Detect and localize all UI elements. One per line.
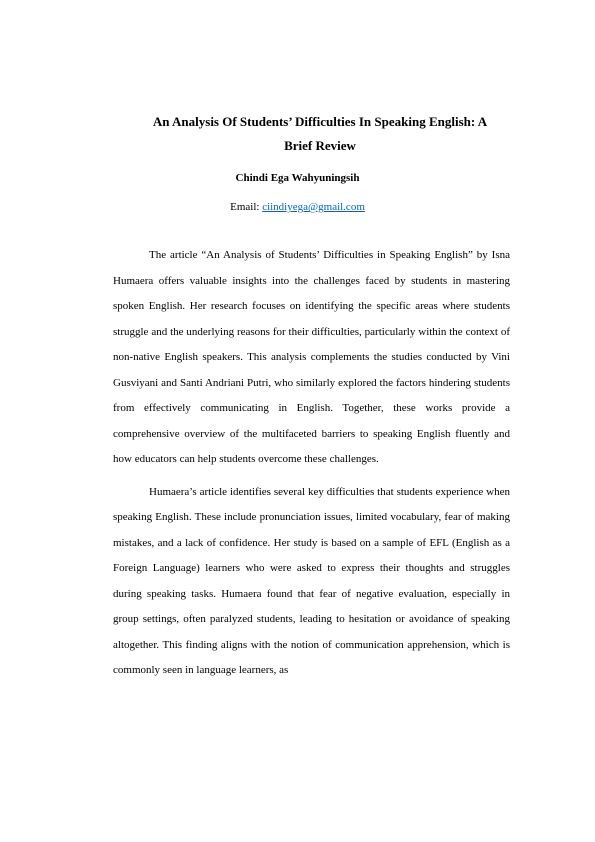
email-line xyxy=(0,195,595,219)
document-title: An Analysis Of Students’ Difficulties In Speaking English: A Brief Review xyxy=(152,114,488,153)
paragraph: The article “An Analysis of Students’ Difficulties in Speaking English” by Isna Humaera offers valuable insights into the challenges faced by students in mastering spoken English. Her research focuses on identifying the specific areas where students struggle and the underlying reasons for their difficulties, particularly within the context of non-native English speakers. This analysis complements the studies conducted by Vini Gusviyani and Santi Andriani Putri, who similarly explored the factors hindering students from effectively communicating in English. Together, these works provide a comprehensive overview of the multifaceted barriers to speaking English fluently and how educators can help students overcome these challenges. xyxy=(113,249,510,465)
author-name: Chindi Ega Wahyuningsih xyxy=(235,172,360,184)
paragraph: Humaera’s article identifies several key difficulties that students experience when speaking English. These include pronunciation issues, limited vocabulary, fear of making mistakes, and a lack of confidence. Her study is based on a sample of EFL (English as a Foreign Language) learners who were asked to express their thoughts and struggles during speaking tasks. Humaera found that fear of negative evaluation, especially in group settings, often paralyzed students, leading to hesitation or avoidance of speaking altogether. This finding aligns with the notion of communication apprehension, which is commonly seen in language learners, as xyxy=(113,485,510,676)
email-link[interactable]: ciindiyega@gmail.com xyxy=(262,201,365,213)
email-label: Email: xyxy=(230,201,260,213)
article-body xyxy=(113,243,510,691)
